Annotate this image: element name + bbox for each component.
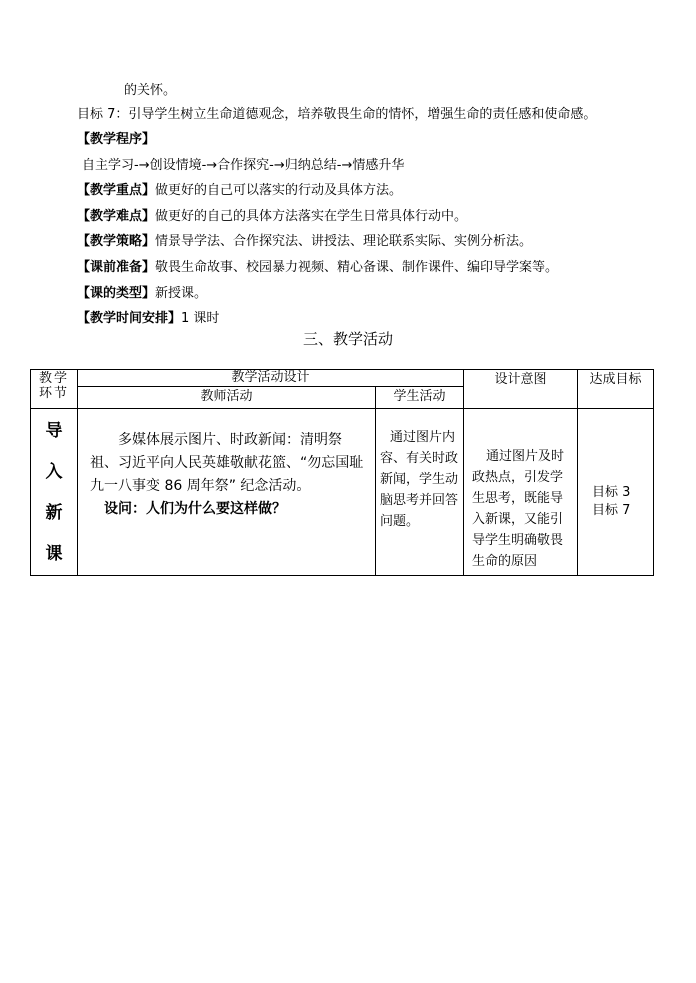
goal-7-text: 目标 7：引导学生树立生命道德观念，培养敬畏生命的情怀，增强生命的责任感和使命感。	[77, 107, 597, 122]
stage-char: 入	[45, 462, 63, 482]
teacher-activity-text: 多媒体展示图片、时政新闻：清明祭祖、习近平向人民英雄敬献花篮、“勿忘国耻九一八事变 86 周年祭” 纪念活动。	[90, 432, 364, 494]
header-intent: 设计意图	[464, 370, 578, 409]
section-text: 自主学习-→创设情境-→合作探究-→归纳总结-→情感升华	[82, 158, 405, 173]
section-text: 敬畏生命故事、校园暴力视频、精心备课、制作课件、编印导学案等。	[155, 260, 559, 275]
section-label: 【课的类型】	[77, 286, 156, 301]
stage-cell	[31, 409, 78, 576]
section-label: 【教学程序】	[77, 132, 156, 147]
section-label: 【教学难点】	[77, 209, 156, 224]
section-text: 1 课时	[181, 311, 220, 326]
section-text: 新授课。	[155, 286, 208, 301]
continued-text: 的关怀。	[124, 83, 177, 98]
section-difficulties	[77, 208, 467, 226]
stage-char: 导	[45, 421, 63, 441]
section-strategy	[77, 233, 532, 251]
design-intent-text: 通过图片及时政热点，引发学生思考，既能导入新课，又能引导学生明确敬畏生命的原因	[472, 449, 565, 569]
section-text: 情景导学法、合作探究法、讲授法、理论联系实际、实例分析法。	[155, 234, 533, 249]
header-stage-label: 教学环节	[38, 371, 69, 401]
table-row	[31, 409, 654, 576]
header-teacher: 教师活动	[78, 387, 376, 409]
section-text: 做更好的自己可以落实的行动及具体方法。	[155, 183, 403, 198]
section-label: 【教学时间安排】	[77, 311, 182, 326]
procedure-flow	[82, 157, 404, 175]
header-goal: 达成目标	[578, 370, 654, 409]
student-activity-cell	[376, 409, 464, 576]
header-stage	[31, 370, 78, 409]
teacher-activity-cell	[78, 409, 376, 576]
stage-char: 新	[45, 503, 63, 523]
section-lesson-type	[77, 285, 207, 303]
section-key-points	[77, 182, 402, 200]
header-design: 教学活动设计	[78, 370, 464, 387]
teaching-activity-table	[30, 369, 654, 576]
section-preparation	[77, 259, 558, 277]
section-label: 【课前准备】	[77, 260, 156, 275]
design-intent-cell	[464, 409, 578, 576]
student-activity-text: 通过图片内容、有关时政新闻，学生动脑思考并回答问题。	[380, 430, 459, 529]
section-teaching-procedure	[77, 131, 155, 149]
section-text: 做更好的自己的具体方法落实在学生日常具体行动中。	[155, 209, 468, 224]
section-label: 【教学重点】	[77, 183, 156, 198]
section-time	[77, 310, 219, 328]
section-heading: 三、教学活动	[302, 330, 393, 348]
goal-item: 目标 3	[592, 485, 631, 500]
goal-item: 目标 7	[592, 503, 631, 518]
goal-cell	[578, 409, 654, 576]
section-label: 【教学策略】	[77, 234, 156, 249]
stage-char: 课	[45, 544, 63, 564]
header-student: 学生活动	[376, 387, 464, 409]
teacher-question: 设问：人们为什么要这样做？	[104, 501, 286, 517]
